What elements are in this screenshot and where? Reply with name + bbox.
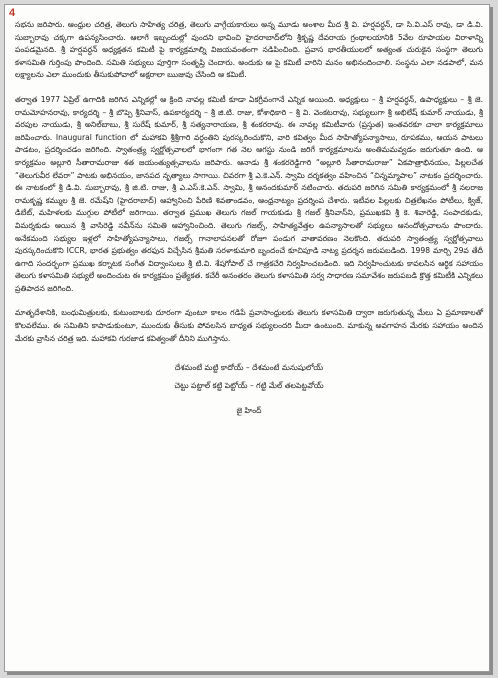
paragraph-1: సభను జరిపారు. ఆంధ్రుల చరిత్ర, తెలుగు సాహిత్య చరిత్ర, తెలుగు వాగ్గేయకారులు అన్న మూడు అంశాల మీద శ్రీ వి. హర్షవర్ధన్, డా సి.వి.ఎస్ రావు, డా డి.వి. సుబ్బారావు చక్కగా ఉపన్యసించారు. ఆలాగే ఇబ్బందుల్లో వుందని భావించి హైదరాబాద్‌లోని శ్రీకృష్ణ దేవరాయ గ్రంథాలయానికి 5వేల రూపాయల విరాళాన్ని పంపడమైనది. శ్రీ హర్షవర్ధన్ అధ్యక్షతన కమిటీ పై కార్యక్రమాల్ని విజయవంతంగా నడిపించింది. ప్రవాస భారతీయులలో అత్యంత చురుకైన సంస్థగా తెలుగు కళాసమితి గుర్తింపు పొందింది. సమితి సభ్యులు పూర్తిగా సంతృప్తి చెందారు. అందుకు ఆ పై కమిటీ వారిని మనం అభినందించాలి. సంస్థను ఎలా నడపాలో, మన లక్ష్యాలను ఎలా ముందుకు తీసుకుపోవాలో అక్షరాలా ఋజువు చేసింది ఆ కమిటీ. — [15, 20, 483, 80]
closing-line-2: చెట్టు పట్టాల్ కట్టి పెట్టోయ్ – గట్టి మేల్ తలపెట్టవోయ్ — [174, 381, 324, 391]
paragraph-3: మాతృదేశానికి, బంధుమిత్రులకు, కుటుంబాలకు దూరంగా వుంటూ కాలం గడిపే ప్రవాసాంధ్రులకు తెలుగు కళాసమితి ద్వారా జరుగుతున్న మేలు ఏ ప్రమాణాలతో కొలవలేము. ఈ సమితిని కాపాడుకుంటూ, ముందుకు తీసుకు పోవలసిన బాధ్యత సభ్యులందరి మీదా ఉంటుంది. మాకున్న అవగాహన మేరకు సహాయం అందిన మేరకు వ్రాసిన చరిత్ర ఇది. మహాకవి గురజాడ కవిత్వంతో దీనిని ముగిస్తాను. — [15, 308, 483, 343]
closing-line-1: దేశమంటే మట్టి కాదోయ్ – దేశమంటే మనుషులోయ్ — [174, 363, 324, 373]
paragraph-2: తర్వాత 1977 ఏప్రిల్ ఉగాదికి జరిగిన ఎన్నికల్లో ఆ క్రింది నావల్ల కమిటీ కూడా ఏకగ్రీవంగానే ఎన్నిక అయింది. అధ్యక్షులు – శ్రీ హర్షవర్ధన్, ఉపాధ్యక్షులు – శ్రీ జె. రామమోహనరావు, కార్యదర్శి – శ్రీ బొప్పె శ్రీనివాస్, ఉపకార్యదర్శి – శ్రీ జి.టి. రాజు, కోశాధికారి – శ్రీ వి. వెంకటరావు, సభ్యులుగా శ్రీ అభిలేష్ కుమార్ నాయుడు, శ్రీ వరపుల నాయుడు, శ్రీ అనిల్‌బాబు, శ్రీ సురేష్ కుమార్, శ్రీ సత్యనారాయణ, శ్రీ శంకరరావు. ఈ నావల్ల కమిటీవారు (ప్రస్తుత) ఇంతవరకూ చాలా కార్యక్రమాలు జరిపించారు. Inaugural function లో మహాకవి శ్రీశ్రీగారి వర్ధంతిని పురస్కరించుకొని, వారి కవిత్వం మీద సాహిత్యోపన్యాసాలు, రూపకము, ఆయన పాటలు పాడటం, ప్రదర్శించడం జరిగింది. స్వాతంత్ర్య స్వర్ణోత్సవాలలో భాగంగా గత నెల ఆగస్టు నుండి జరిగే కార్యక్రమాలను అంతిమమవ్వడం జరుగుతూ ఉంది. ఆ కార్యక్రమం అల్లూరి సీతారామరాజు శత జయంత్యుత్సవాలను జరిపారు. ఆనాడు శ్రీ శంకరరెడ్డిగారి “అల్లూరి సీతారామరాజు” ఏకపాత్రాభినయం, పిల్లలచేత “తెలుగువీర లేవరా” పాటకు అభినయం, జానపద నృత్యాలు సాగాయి. చివరగా శ్రీ ఎ.కె.ఎన్. స్వామి దర్శకత్వం వహించిన “చిన్నమ్మాపాల” నాటకం ప్రదర్శించారు. ఈ నాటకంలో శ్రీ డి.వి. సుబ్బారావు, శ్రీ జి.టి. రాజు, శ్రీ ఎ.ఎస్.కె.ఎన్. స్వామి, శ్రీ ఆనందకుమార్ నటించారు. తదుపరి జరిగిన సమితి కార్యక్రమంలో శ్రీ నలరాజ రామకృష్ణ కమ్ముల శ్రీ జె. రమేష్‌ని (హైదరాబాద్) ఆహ్వానించి పేరిణి శివతాండవం, ఆంధ్రనాట్యం ప్రదర్శింప చేశారు. ఇటీవల పిల్లలకు చిత్రలేఖనం పోటీలు, క్విజ్, డిబేట్, మహిళలకు ముగ్గుల పోటీలో జరిగాయి. తర్వాత ప్రముఖ తెలుగు గజల్ గాయకుడు శ్రీ గజల్ శ్రీనివాస్‌ని, ప్రముఖకవి శ్రీ కె. శివారెడ్డి, సంపాదకుడు, విమర్శకుడు ఆయిన శ్రీ వాసిరెడ్డి నవీన్‌ను సమితి ఆహ్వానించింది. తెలుగు గజల్స్, సాహిత్యవేత్తల ఉపన్యాసాలతో సభ్యులు ఆనందోత్సవాలను పొందారు. అనేకమంది సభ్యుల ఇళ్లలో సాహిత్యోపన్యాసాలు, గజల్స్ గానాలాపనలతో రోజూ పండుగ వాతావరణం నెలకొంది. తదుపరి స్వాతంత్ర్య స్వర్ణోత్సవాలు పురస్కరించుకొని ICCR, భారత ప్రభుత్వం తరఫున విచ్చేసిన శ్రీమతి సరళాకుమారి బృందంచే కూచిపూడి నాట్య ప్రదర్శన జరుపబడింది. 1998 మార్చి 29వ తేదీ ఉగాది సందర్భంగా ప్రముఖ కర్నాటక సంగీత విద్వాంసులు శ్రీ టి.వి. శేషగోపాల్ చే గాత్రకచేరి నిర్వహించబడింది. ఇది నిర్వహించుటకు కావలసిన ఆర్థిక సహాయం తెలుగు కళాసమితి సభ్యులే అందించుట ఈ కార్యక్రమం ప్రత్యేకత. కచేరీ అనంతరం తెలుగు కళాసమితి సర్వ సాధారణ సమావేశం జరుపబడి క్రొత్త కమిటీకి ఎన్నికలు ప్రతిపాదన జరిగింది. — [15, 94, 483, 293]
document-body — [15, 19, 483, 418]
document-page — [4, 4, 490, 672]
page-number: 4 — [9, 7, 16, 19]
closing-verse — [15, 359, 483, 395]
signoff: జై హింద్ — [236, 406, 262, 416]
